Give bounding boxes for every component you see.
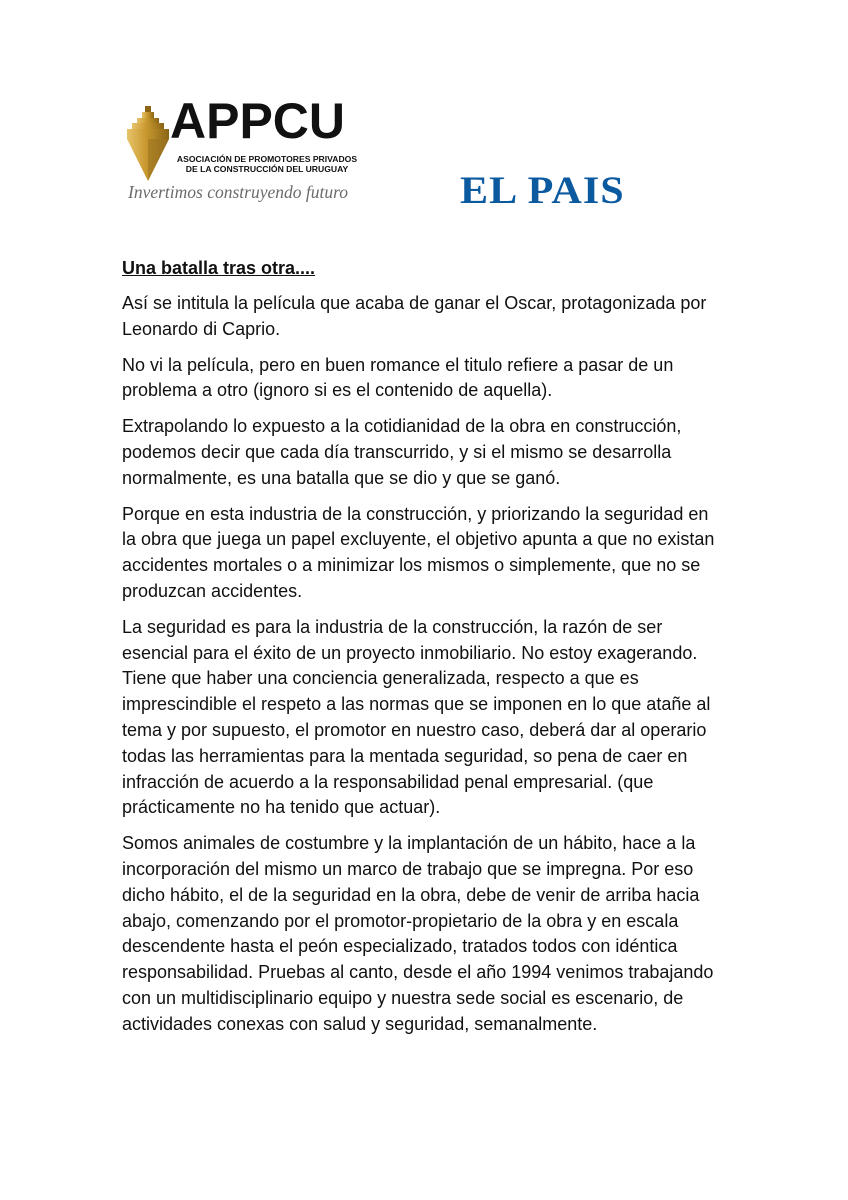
- article-title: Una batalla tras otra....: [122, 258, 316, 278]
- paragraph-line: tema y por supuesto, el promotor en nuestro caso, deberá dar al operario: [122, 719, 707, 740]
- paragraph-line: todas las herramientas para la mentada seguridad, so pena de caer en: [122, 745, 688, 766]
- appcu-subtitle-line: DE LA CONSTRUCCIÓN DEL URUGUAY: [185, 164, 349, 174]
- paragraph-line: con un multidisciplinario equipo y nuestra sede social es escenario, de: [122, 987, 684, 1008]
- article-paragraph: [122, 502, 732, 605]
- article-paragraph: [122, 615, 732, 821]
- paragraph-line: Así se intitula la película que acaba de ganar el Oscar, protagonizada por: [122, 293, 707, 313]
- paragraph-line: problema a otro (ignoro si es el contenido de aquella).: [122, 380, 553, 401]
- appcu-subtitle-line: ASOCIACIÓN DE PROMOTORES PRIVADOS: [176, 154, 358, 164]
- plumb-bob-icon: [126, 106, 170, 182]
- paragraph-line: la obra que juega un papel excluyente, el objetivo apunta a que no existan: [122, 529, 715, 550]
- paragraph-line: Porque en esta industria de la construcción, y priorizando la seguridad en: [122, 503, 709, 524]
- paragraph-line: produzcan accidentes.: [122, 580, 303, 601]
- article-body: [122, 255, 732, 1048]
- appcu-wordmark: APPCU: [170, 93, 346, 149]
- article-paragraph: [122, 291, 732, 343]
- appcu-subtitle: [172, 154, 362, 174]
- paragraph-line: Leonardo di Caprio.: [122, 318, 281, 339]
- article-paragraph: [122, 353, 732, 405]
- paragraph-line: actividades conexas con salud y seguridad, semanalmente.: [122, 1013, 598, 1034]
- paragraph-line: podemos decir que cada día transcurrido, y si el mismo se desarrolla: [122, 441, 672, 462]
- appcu-tagline: Invertimos construyendo futuro: [128, 182, 349, 202]
- paragraph-line: No vi la película, pero en buen romance el titulo refiere a pasar de un: [122, 354, 674, 375]
- page-header: [0, 0, 848, 230]
- paragraph-line: esencial para el éxito de un proyecto inmobiliario. No estoy exagerando.: [122, 642, 698, 663]
- paragraph-line: incorporación del mismo un marco de trabajo que se impregna. Por eso: [122, 858, 694, 879]
- paragraph-line: Extrapolando lo expuesto a la cotidianidad de la obra en construcción,: [122, 416, 682, 437]
- paragraph-line: responsabilidad. Pruebas al canto, desde el año 1994 venimos trabajando: [122, 962, 714, 983]
- paragraph-line: Tiene que haber una conciencia generalizada, respecto a que es: [122, 668, 639, 689]
- paragraph-line: prácticamente no ha tenido que actuar).: [122, 797, 441, 818]
- appcu-logo: [126, 93, 358, 204]
- paragraph-line: imprescindible el respeto a las normas que se imponen en lo que atañe al: [122, 694, 711, 715]
- paragraph-line: La seguridad es para la industria de la construcción, la razón de ser: [122, 616, 663, 637]
- paragraph-line: abajo, comenzando por el promotor-propietario de la obra y en escala: [122, 910, 679, 931]
- paragraph-line: dicho hábito, el de la seguridad en la obra, debe de venir de arriba hacia: [122, 884, 700, 905]
- article-paragraph: [122, 414, 732, 491]
- elpais-logo: EL PAIS: [460, 169, 625, 212]
- paragraph-line: descendente hasta el peón especializado, tratados todos con idéntica: [122, 936, 678, 957]
- article-paragraph: [122, 831, 732, 1037]
- paragraph-line: infracción de acuerdo a la responsabilidad penal empresarial. (que: [122, 771, 654, 792]
- paragraph-line: accidentes mortales o a minimizar los mismos o simplemente, que no se: [122, 555, 701, 576]
- paragraph-line: normalmente, es una batalla que se dio y que se ganó.: [122, 467, 561, 488]
- paragraph-line: Somos animales de costumbre y la implantación de un hábito, hace a la: [122, 833, 696, 854]
